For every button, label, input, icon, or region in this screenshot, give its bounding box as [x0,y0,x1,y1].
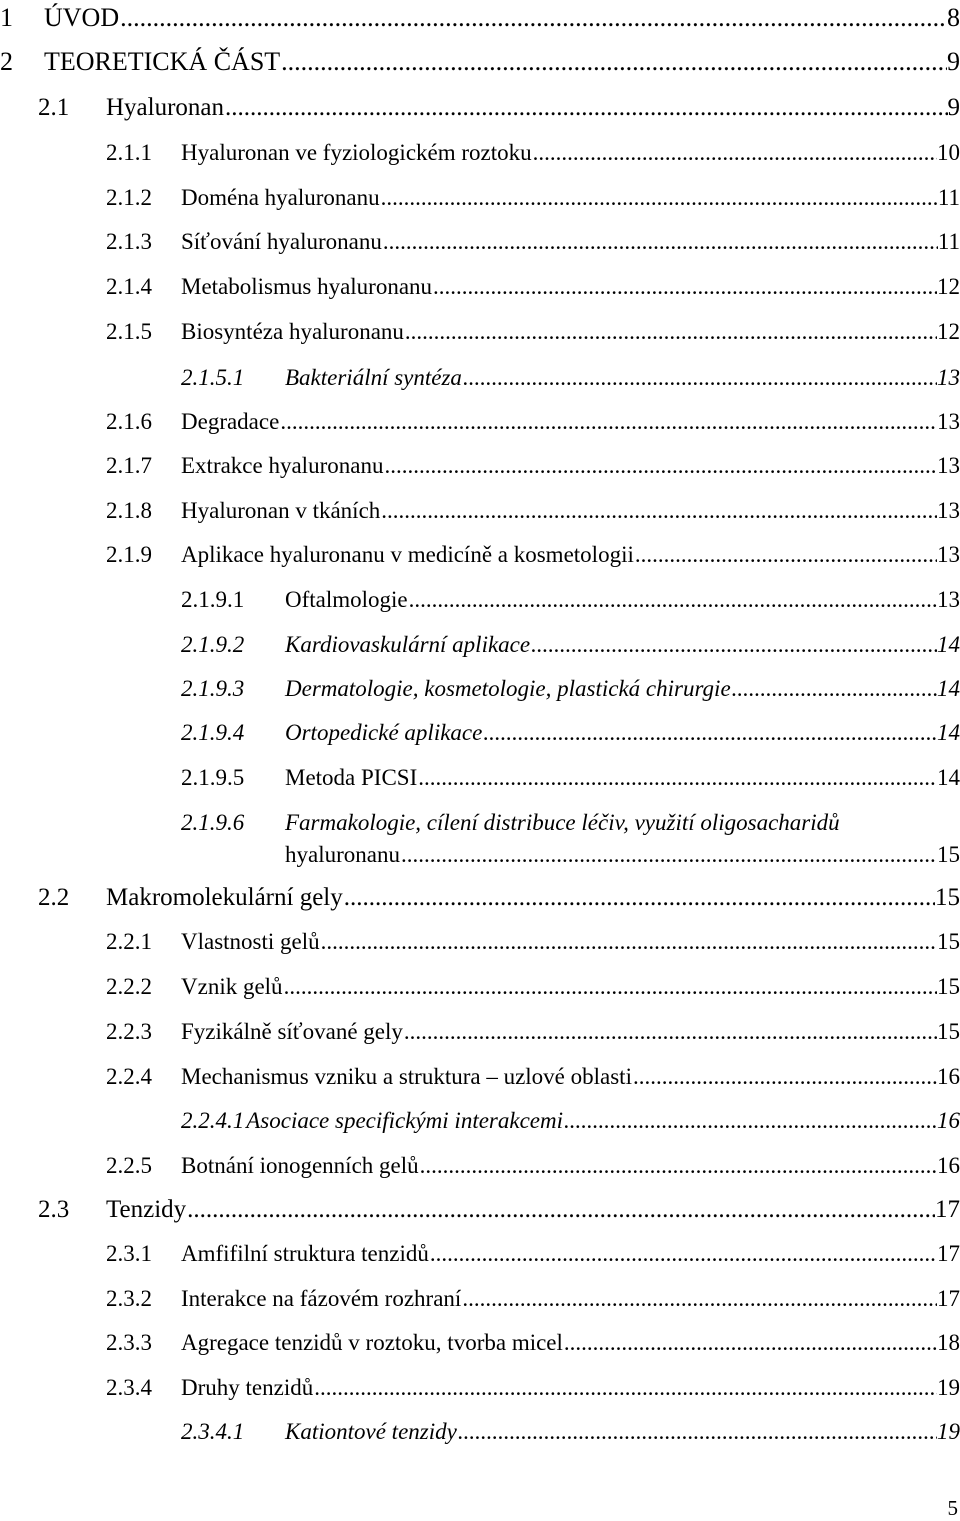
toc-entry-text [285,837,960,873]
toc-entry-page: 10 [937,140,960,165]
toc-entry-title: Fyzikálně síťované gely [181,1019,403,1044]
toc-entry[interactable] [106,1281,960,1317]
toc-entry-number: 2.3.4.1 [181,1419,245,1444]
toc-entry-number: 2.1.3 [106,229,152,254]
toc-entry-text [181,1148,960,1184]
toc-entry-page: 14 [937,632,960,657]
toc-leader-dots [564,1103,937,1139]
toc-leader-dots [433,269,937,305]
toc-entry-number: 2.3.4 [106,1375,152,1400]
toc-leader-dots [430,1236,937,1272]
toc-leader-dots [187,1192,935,1228]
toc-entry-number: 2.1.4 [106,274,152,299]
toc-leader-dots [404,1014,937,1050]
toc-entry-number: 2.2.5 [106,1153,152,1178]
toc-entry[interactable] [106,537,960,573]
toc-entry[interactable] [106,135,960,171]
toc-leader-dots [401,837,937,873]
toc-entry[interactable] [181,360,960,396]
toc-entry[interactable] [106,269,960,305]
toc-entry-number: 2.1.8 [106,498,152,523]
toc-leader-dots [633,1059,937,1095]
toc-entry[interactable] [106,1236,960,1272]
toc-entry-page: 14 [937,676,960,701]
toc-entry-number: 2.1.9.6 [181,810,245,835]
toc-entry-text [181,1103,960,1139]
toc-entry[interactable] [181,760,960,796]
toc-entry-page: 15 [937,842,960,867]
toc-leader-dots [381,180,938,216]
page-number: 5 [947,1496,958,1520]
toc-entry-number: 2.3.1 [106,1241,152,1266]
toc-leader-dots [321,924,937,960]
toc-entry-text [181,1281,960,1317]
toc-entry-number: 1 [0,3,13,32]
toc-entry-page: 13 [937,453,960,478]
toc-entry[interactable] [38,1192,960,1228]
toc-leader-dots [635,537,937,573]
toc-leader-dots [405,314,937,350]
toc-entry-title: Mechanismus vzniku a struktura – uzlové oblasti [181,1064,632,1089]
toc-entry-page: 19 [937,1419,960,1444]
toc-entry[interactable] [106,180,960,216]
toc-entry-number: 2 [0,47,13,76]
toc-entry-text [285,760,960,796]
toc-entry-text [181,493,960,529]
toc-entry-text [285,627,960,663]
toc-entry-title: Vlastnosti gelů [181,929,320,954]
toc-entry-text [285,715,960,751]
toc-leader-dots [483,715,937,751]
toc-entry-text [44,44,960,80]
toc-entry[interactable] [0,0,960,36]
toc-entry[interactable] [181,715,960,751]
toc-entry-page: 9 [947,47,960,76]
toc-entry-text [181,180,960,216]
toc-entry-number: 2.1.9.1 [181,587,245,612]
toc-entry-text [181,969,960,1005]
toc-entry-title: Biosyntéza hyaluronanu [181,319,404,344]
toc-entry-title: Agregace tenzidů v roztoku, tvorba micel [181,1330,563,1355]
toc-entry-number: 2.2 [38,884,70,911]
toc-entry-title: Oftalmologie [285,587,408,612]
toc-entry-text [181,135,960,171]
toc-entry-title: Doména hyaluronanu [181,185,380,210]
toc-entry-page: 18 [937,1330,960,1355]
toc-entry-title: Aplikace hyaluronanu v medicíně a kosmetologii [181,542,634,567]
toc-entry-number: 2.2.3 [106,1019,152,1044]
toc-leader-dots [418,760,937,796]
toc-entry-title: TEORETICKÁ ČÁST [44,47,281,76]
toc-entry-title: Metabolismus hyaluronanu [181,274,433,299]
toc-entry-text [106,90,960,126]
toc-entry-page: 15 [935,884,960,911]
toc-entry-title-continuation: hyaluronanu [285,842,400,867]
toc-entry-number: 2.1.5.1 [181,365,245,390]
toc-entry-title: Bakteriální syntéza [285,365,462,390]
toc-entry-title: Amfifilní struktura tenzidů [181,1241,429,1266]
toc-entry-text [181,1370,960,1406]
toc-entry[interactable] [106,969,960,1005]
toc-leader-dots [420,1148,937,1184]
toc-entry-page: 14 [937,765,960,790]
toc-entry[interactable] [106,1014,960,1050]
toc-entry-number: 2.2.1 [106,929,152,954]
toc-entry-page: 13 [937,587,960,612]
toc-entry[interactable] [0,44,960,80]
toc-entry-title: Tenzidy [106,1196,187,1223]
toc-entry-title: Hyaluronan v tkáních [181,498,381,523]
toc-entry-text [106,1192,960,1228]
toc-entry-title: Kationtové tenzidy [285,1419,457,1444]
toc-entry-page: 17 [937,1286,960,1311]
toc-entry-text [181,1325,960,1361]
toc-leader-dots [383,224,938,260]
toc-entry[interactable] [181,805,960,841]
toc-entry-title: ÚVOD [44,3,120,32]
toc-entry-title: Kardiovaskulární aplikace [285,632,531,657]
toc-entry[interactable] [38,90,960,126]
toc-entry[interactable] [181,582,960,618]
toc-entry-title: Hyaluronan [106,94,225,121]
toc-entry-title: Degradace [181,409,280,434]
toc-entry[interactable] [106,314,960,350]
toc-leader-dots [462,1281,937,1317]
toc-leader-dots [225,90,947,126]
toc-entry-title: Dermatologie, kosmetologie, plastická chirurgie [285,676,731,701]
toc-entry-number: 2.3 [38,1196,70,1223]
toc-entry-text [181,269,960,305]
toc-entry-page: 17 [935,1196,960,1223]
toc-entry[interactable] [106,1148,960,1184]
toc-entry-text [285,582,960,618]
toc-entry-title: Druhy tenzidů [181,1375,314,1400]
toc-entry-text [181,1059,960,1095]
toc-entry-number: 2.1.6 [106,409,152,434]
toc-entry-text [285,671,960,707]
toc-entry[interactable] [106,1325,960,1361]
toc-entry[interactable] [106,1370,960,1406]
toc-leader-dots [120,0,947,36]
toc-entry-text [181,537,960,573]
toc-entry-text [285,360,960,396]
toc-entry-title: Ortopedické aplikace [285,720,483,745]
toc-entry-page: 16 [937,1153,960,1178]
toc-entry-text [181,1236,960,1272]
toc-entry-title: Síťování hyaluronanu [181,229,382,254]
toc-entry-number: 2.1.9.3 [181,676,245,701]
toc-entry-text [181,224,960,260]
toc-entry-page: 13 [937,365,960,390]
toc-entry-text [106,880,960,916]
toc-leader-dots [409,582,937,618]
toc-entry[interactable] [38,880,960,916]
toc-leader-dots [314,1370,937,1406]
toc-entry-title: Hyaluronan ve fyziologickém roztoku [181,140,532,165]
toc-leader-dots [533,135,937,171]
toc-entry-text [181,448,960,484]
toc-entry[interactable] [106,924,960,960]
toc-entry-title: Farmakologie, cílení distribuce léčiv, využití oligosacharidů [285,810,840,835]
toc-entry-number: 2.1.1 [106,140,152,165]
toc-entry[interactable] [106,1059,960,1095]
toc-entry-page: 11 [937,185,960,210]
toc-entry-number: 2.2.4.1 [181,1108,245,1133]
toc-entry-number: 2.1.9.5 [181,765,245,790]
toc-entry-number: 2.2.2 [106,974,152,999]
toc-leader-dots [381,493,937,529]
toc-entry[interactable] [181,671,960,707]
toc-leader-dots [280,404,937,440]
toc-entry[interactable] [181,1103,960,1139]
toc-entry-number: 2.1.9.4 [181,720,245,745]
toc-entry-page: 12 [937,274,960,299]
toc-entry-title: Asociace specifickými interakcemi [246,1108,563,1133]
toc-entry-title: Vznik gelů [181,974,283,999]
toc-entry-text [181,1014,960,1050]
toc-entry-number: 2.1.5 [106,319,152,344]
toc-entry[interactable] [106,224,960,260]
toc-entry-page: 13 [937,409,960,434]
toc-entry[interactable] [106,448,960,484]
toc-leader-dots [564,1325,937,1361]
toc-entry-text [285,1414,960,1450]
toc-entry[interactable] [181,627,960,663]
toc-entry-page: 16 [937,1108,960,1133]
toc-entry-page: 14 [937,720,960,745]
toc-entry-page: 13 [937,542,960,567]
toc-entry-title: Makromolekulární gely [106,884,343,911]
toc-leader-dots [458,1414,937,1450]
toc-entry-number: 2.1.2 [106,185,152,210]
toc-entry-number: 2.1 [38,94,70,121]
toc-entry-page: 15 [937,929,960,954]
toc-leader-dots [384,448,937,484]
toc-entry-continuation[interactable] [285,837,960,873]
toc-entry-page: 15 [937,1019,960,1044]
toc-entry-number: 2.1.7 [106,453,152,478]
toc-entry-text [44,0,960,36]
toc-entry-number: 2.2.4 [106,1064,152,1089]
toc-entry-title: Interakce na fázovém rozhraní [181,1286,462,1311]
toc-entry-text [181,924,960,960]
toc-entry-number: 2.1.9 [106,542,152,567]
toc-entry-page: 12 [937,319,960,344]
toc-entry-page: 11 [937,229,960,254]
toc-entry-number: 2.3.2 [106,1286,152,1311]
toc-entry[interactable] [106,404,960,440]
toc-entry-title: Botnání ionogenních gelů [181,1153,419,1178]
toc-entry-page: 15 [937,974,960,999]
toc-entry-title: Extrakce hyaluronanu [181,453,384,478]
toc-entry-page: 8 [947,3,960,32]
toc-entry-page: 9 [947,94,960,121]
toc-entry-page: 16 [937,1064,960,1089]
toc-entry[interactable] [106,493,960,529]
toc-entry-title: Metoda PICSI [285,765,418,790]
toc-entry-page: 13 [937,498,960,523]
toc-entry-text [181,404,960,440]
toc-entry-text [181,314,960,350]
toc-leader-dots [531,627,937,663]
toc-leader-dots [732,671,937,707]
toc-leader-dots [463,360,937,396]
toc-leader-dots [344,880,935,916]
toc-entry-number: 2.3.3 [106,1330,152,1355]
toc-entry-page: 19 [937,1375,960,1400]
toc-leader-dots [284,969,937,1005]
toc-entry-number: 2.1.9.2 [181,632,245,657]
toc-leader-dots [281,44,947,80]
toc-entry[interactable] [181,1414,960,1450]
toc-entry-page: 17 [937,1241,960,1266]
